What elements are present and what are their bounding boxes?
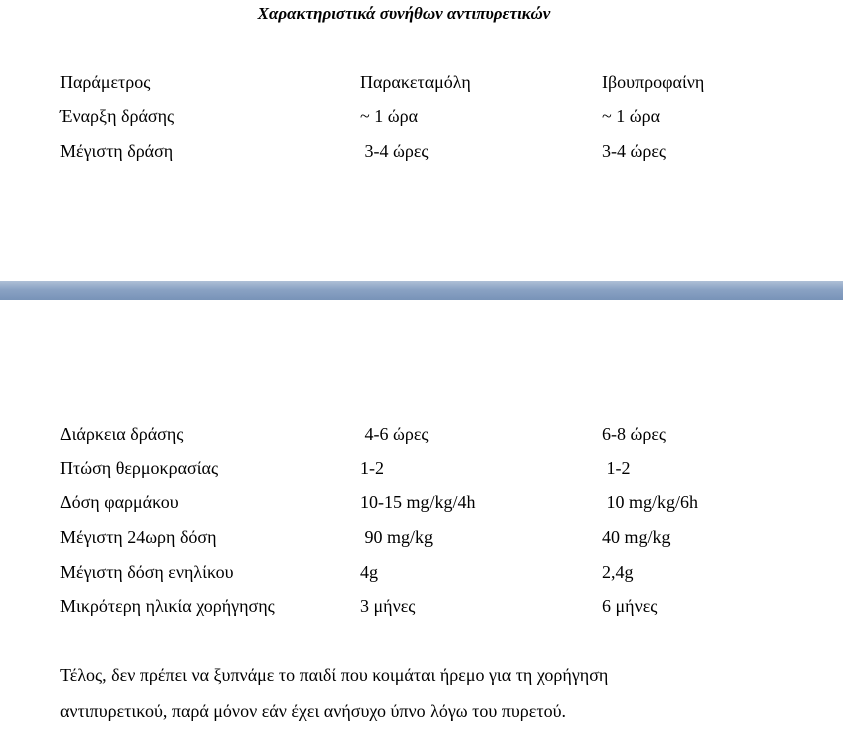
table-cell: Μέγιστη 24ωρη δόση: [60, 527, 217, 547]
table-cell: 4g: [360, 562, 378, 582]
table-row: [0, 490, 843, 514]
table-cell: 1-2: [602, 458, 631, 478]
table-cell: 6-8 ώρες: [602, 424, 667, 444]
table-cell: 3-4 ώρες: [360, 141, 429, 161]
page-break-bar: [0, 281, 843, 300]
table-cell: Πτώση θερμοκρασίας: [60, 458, 219, 478]
table-cell: 3-4 ώρες: [602, 141, 667, 161]
table-row: [0, 139, 843, 163]
table-cell: 3 μήνες: [360, 596, 416, 616]
document-title: Χαρακτηριστικά συνήθων αντιπυρετικών: [257, 4, 551, 23]
table-cell: ~ 1 ώρα: [360, 106, 418, 126]
table-cell: Παρακεταμόλη: [360, 72, 471, 92]
table-cell: Μέγιστη δράση: [60, 141, 174, 161]
table-cell: Παράμετρος: [60, 72, 151, 92]
note-line-2: αντιπυρετικού, παρά μόνον εάν έχει ανήσυχο ύπνο λόγω του πυρετού.: [60, 701, 566, 721]
table-row: [0, 560, 843, 584]
table-cell: Μέγιστη δόση ενηλίκου: [60, 562, 234, 582]
table-cell: Διάρκεια δράσης: [60, 424, 184, 444]
table-header-row: [0, 70, 843, 94]
table-cell: Έναρξη δράσης: [60, 106, 175, 126]
table-row: [0, 525, 843, 549]
note-line-1: Τέλος, δεν πρέπει να ξυπνάμε το παιδί που κοιμάται ήρεμο για τη χορήγηση: [60, 665, 609, 685]
table-row: [0, 594, 843, 618]
table-cell: Δόση φαρμάκου: [60, 492, 179, 512]
table-cell: Μικρότερη ηλικία χορήγησης: [60, 596, 275, 616]
table-cell: 2,4g: [602, 562, 634, 582]
table-cell: 10-15 mg/kg/4h: [360, 492, 476, 512]
table-cell: ~ 1 ώρα: [602, 106, 660, 126]
table-cell: 90 mg/kg: [360, 527, 434, 547]
table-row: [0, 104, 843, 128]
table-cell: 1-2: [360, 458, 384, 478]
table-cell: 40 mg/kg: [602, 527, 671, 547]
table-cell: 6 μήνες: [602, 596, 658, 616]
table-row: [0, 456, 843, 480]
table-cell: Ιβουπροφαίνη: [602, 72, 705, 92]
table-cell: 10 mg/kg/6h: [602, 492, 699, 512]
table-row: [0, 422, 843, 446]
table-cell: 4-6 ώρες: [360, 424, 429, 444]
